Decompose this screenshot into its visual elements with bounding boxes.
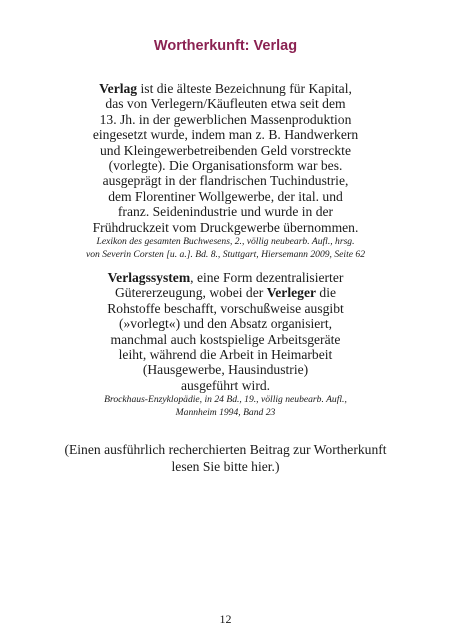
term-verlag: Verlag [99,81,138,96]
definition-line: Frühdruckzeit vom Druckgewerbe übernommen. [92,219,359,235]
definition-line: und Kleingewerbetreibenden Geld vorstreckte [99,142,351,158]
definition-line [0,81,451,96]
definition-line: manchmal auch kostspielige Arbeitsgeräte [110,331,341,347]
definition-line: ausgeführt wird. [180,377,271,393]
page-number: 12 [219,612,232,626]
citation-line: Mannheim 1994, Band 23 [175,407,276,419]
citation-line: Brockhaus-Enzyklopädie, in 24 Bd., 19., völlig neubearb. Aufl., [104,394,347,406]
citation-line: Lexikon des gesamten Buchwesens, 2., völlig neubearb. Aufl., hrsg. [96,236,355,248]
definition-text: ist die älteste Bezeichnung für Kapital, [137,81,352,96]
citation-line: von Severin Corsten [u. a.]. Bd. 8., Stuttgart, Hiersemann 2009, Seite 62 [86,249,365,261]
definition-line: franz. Seidenindustrie und wurde in der [117,204,334,220]
definition-text: Gütererzeugung, wobei der [114,285,267,301]
definition-line [0,270,451,285]
definition-line: (vorlegte). Die Organisationsform war bes. [108,158,343,174]
term-verleger: Verleger [266,285,317,301]
definition-line: (»vorlegt«) und den Absatz organisiert, [118,316,333,332]
note-line: lesen Sie bitte hier.) [171,459,280,474]
definition-verlag [0,81,451,261]
definition-text: , eine Form dezentralisierter [190,270,344,285]
definition-verlagssystem [0,270,451,419]
definition-line: Rohstoffe beschafft, vorschußweise ausgibt [107,300,344,316]
definition-text: die [316,285,337,301]
page-title: Wortherkunft: Verlag [153,38,298,54]
term-verlagssystem: Verlagssystem [107,270,191,285]
note-line: (Einen ausführlich recherchierten Beitrag zur Wortherkunft [64,442,387,457]
definition-line: das von Verlegern/Käufleuten etwa seit dem [105,96,346,112]
definition-line: eingesetzt wurde, indem man z. B. Handwerkern [92,127,359,143]
definition-line: leiht, während die Arbeit in Heimarbeit [118,347,333,363]
definition-line: 13. Jh. in der gewerblichen Massenproduktion [99,111,352,127]
definition-line: ausgeprägt in der flandrischen Tuchindustrie, [102,173,349,189]
further-reading-note [0,441,451,475]
definition-line: dem Florentiner Wollgewerbe, der ital. und [108,188,343,204]
definition-line: (Hausgewerbe, Hausindustrie) [142,362,309,378]
definition-line [0,285,451,300]
